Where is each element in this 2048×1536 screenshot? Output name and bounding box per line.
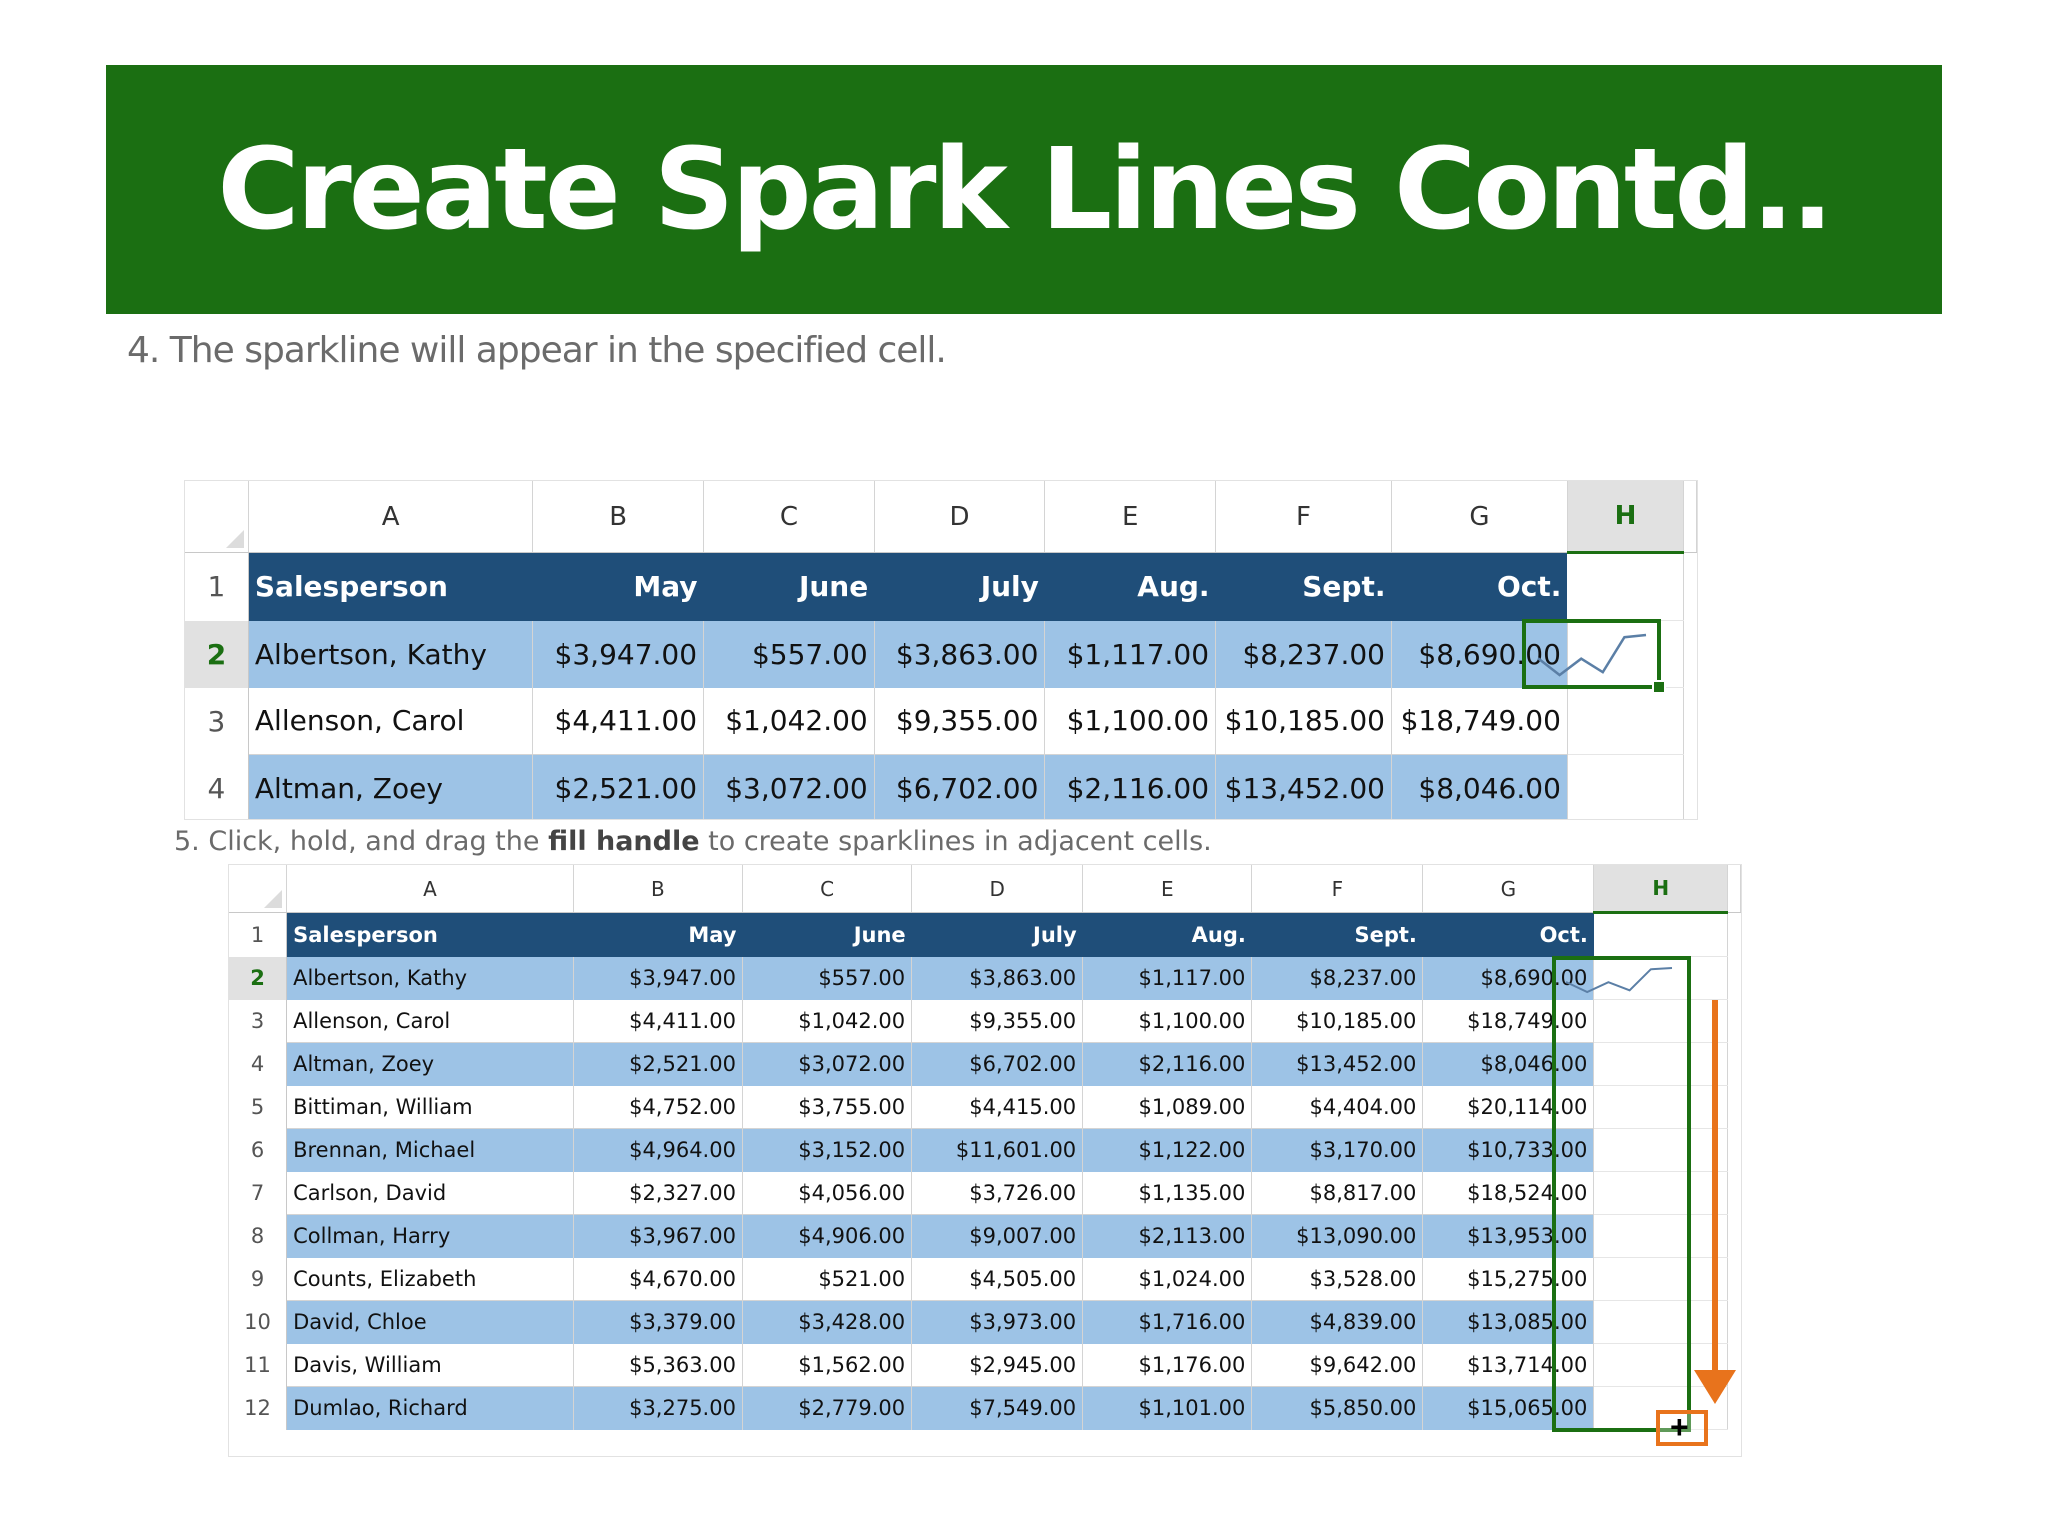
salesperson-cell[interactable]: Carlson, David: [287, 1172, 574, 1215]
salesperson-cell[interactable]: David, Chloe: [287, 1301, 574, 1344]
fill-handle[interactable]: [1652, 680, 1666, 694]
sales-value-cell[interactable]: $6,702.00: [874, 755, 1045, 821]
row-header[interactable]: 9: [229, 1258, 287, 1301]
column-header-d[interactable]: D: [874, 481, 1045, 553]
select-all-corner[interactable]: [229, 865, 287, 913]
sales-value-cell[interactable]: $1,042.00: [704, 688, 875, 755]
sales-value-cell[interactable]: $1,716.00: [1083, 1301, 1252, 1344]
sales-value-cell[interactable]: $3,275.00: [573, 1387, 742, 1430]
row-header[interactable]: 3: [229, 1000, 287, 1043]
row-header[interactable]: 2: [229, 957, 287, 1000]
column-header-f[interactable]: F: [1216, 481, 1392, 553]
sales-value-cell[interactable]: $2,521.00: [533, 755, 704, 821]
row-header[interactable]: 5: [229, 1086, 287, 1129]
sales-value-cell[interactable]: $1,117.00: [1045, 621, 1216, 688]
column-header-g[interactable]: G: [1423, 865, 1594, 913]
sales-value-cell[interactable]: $3,973.00: [912, 1301, 1083, 1344]
sales-value-cell[interactable]: $4,752.00: [573, 1086, 742, 1129]
sales-value-cell[interactable]: $8,690.00: [1391, 621, 1567, 688]
sales-value-cell[interactable]: $3,863.00: [912, 957, 1083, 1000]
sales-value-cell[interactable]: $10,185.00: [1252, 1000, 1423, 1043]
header-cell[interactable]: Oct.: [1391, 553, 1567, 621]
sales-value-cell[interactable]: $3,072.00: [704, 755, 875, 821]
sales-value-cell[interactable]: $4,906.00: [742, 1215, 911, 1258]
sales-value-cell[interactable]: $8,237.00: [1252, 957, 1423, 1000]
header-cell[interactable]: Salesperson: [287, 913, 574, 957]
sales-value-cell[interactable]: $2,945.00: [912, 1344, 1083, 1387]
sales-value-cell[interactable]: $1,562.00: [742, 1344, 911, 1387]
step-5-prefix: 5. Click, hold, and drag the: [174, 826, 549, 857]
slide-title: Create Spark Lines Contd..: [217, 124, 1831, 255]
cell-h[interactable]: [1567, 755, 1683, 821]
header-cell[interactable]: July: [874, 553, 1045, 621]
row-header[interactable]: 2: [185, 621, 248, 688]
sales-value-cell[interactable]: $9,355.00: [912, 1000, 1083, 1043]
sales-value-cell[interactable]: $7,549.00: [912, 1387, 1083, 1430]
column-header-h[interactable]: H: [1567, 481, 1683, 553]
sales-value-cell[interactable]: $3,170.00: [1252, 1129, 1423, 1172]
sales-value-cell[interactable]: $3,152.00: [742, 1129, 911, 1172]
sales-value-cell[interactable]: $557.00: [704, 621, 875, 688]
sales-value-cell[interactable]: $2,116.00: [1083, 1043, 1252, 1086]
cell-h[interactable]: [1594, 913, 1728, 957]
sales-value-cell[interactable]: $8,817.00: [1252, 1172, 1423, 1215]
drag-arrow-icon: [1690, 1000, 1740, 1410]
sales-value-cell[interactable]: $8,046.00: [1391, 755, 1567, 821]
column-header-a[interactable]: A: [287, 865, 574, 913]
salesperson-cell[interactable]: Albertson, Kathy: [287, 957, 574, 1000]
sales-value-cell[interactable]: $2,521.00: [573, 1043, 742, 1086]
step-4-text: 4. The sparkline will appear in the specified cell.: [127, 330, 946, 371]
sheet-grid-full: [229, 865, 1741, 1430]
row-header[interactable]: 7: [229, 1172, 287, 1215]
header-cell[interactable]: Aug.: [1045, 553, 1216, 621]
step-5-suffix: to create sparklines in adjacent cells.: [699, 826, 1212, 857]
sales-value-cell[interactable]: $13,452.00: [1216, 755, 1392, 821]
sales-value-cell[interactable]: $3,428.00: [742, 1301, 911, 1344]
sales-value-cell[interactable]: $4,411.00: [573, 1000, 742, 1043]
sales-value-cell[interactable]: $11,601.00: [912, 1129, 1083, 1172]
sales-value-cell[interactable]: $2,779.00: [742, 1387, 911, 1430]
row-header[interactable]: 3: [185, 688, 248, 755]
salesperson-cell[interactable]: Altman, Zoey: [248, 755, 533, 821]
step-5-bold: fill handle: [548, 826, 700, 857]
column-header-d[interactable]: D: [912, 865, 1083, 913]
header-cell[interactable]: May: [573, 913, 742, 957]
sales-value-cell[interactable]: $4,839.00: [1252, 1301, 1423, 1344]
fill-selection-range[interactable]: [1552, 956, 1691, 1432]
spreadsheet-step-4: [184, 480, 1698, 820]
salesperson-cell[interactable]: Bittiman, William: [287, 1086, 574, 1129]
sales-value-cell[interactable]: $1,042.00: [742, 1000, 911, 1043]
sales-value-cell[interactable]: $1,100.00: [1045, 688, 1216, 755]
row-header[interactable]: 11: [229, 1344, 287, 1387]
sales-value-cell[interactable]: $521.00: [742, 1258, 911, 1301]
column-header-h[interactable]: H: [1594, 865, 1728, 913]
sales-value-cell[interactable]: $557.00: [742, 957, 911, 1000]
sales-value-cell[interactable]: $1,100.00: [1083, 1000, 1252, 1043]
sales-value-cell[interactable]: $15,065.00: [1423, 1387, 1594, 1430]
salesperson-cell[interactable]: Brennan, Michael: [287, 1129, 574, 1172]
header-cell[interactable]: Sept.: [1252, 913, 1423, 957]
sales-value-cell[interactable]: $1,024.00: [1083, 1258, 1252, 1301]
sales-value-cell[interactable]: $18,749.00: [1423, 1000, 1594, 1043]
crosshair-cursor-icon: +: [1670, 1409, 1689, 1445]
sales-value-cell[interactable]: $3,967.00: [573, 1215, 742, 1258]
column-header-g[interactable]: G: [1391, 481, 1567, 553]
sales-value-cell[interactable]: $13,953.00: [1423, 1215, 1594, 1258]
column-header-f[interactable]: F: [1252, 865, 1423, 913]
header-cell[interactable]: June: [704, 553, 875, 621]
row-header[interactable]: 1: [229, 913, 287, 957]
header-cell[interactable]: Sept.: [1216, 553, 1392, 621]
sales-value-cell[interactable]: $3,726.00: [912, 1172, 1083, 1215]
row-header[interactable]: 10: [229, 1301, 287, 1344]
sales-value-cell[interactable]: $3,947.00: [533, 621, 704, 688]
sales-value-cell[interactable]: $1,117.00: [1083, 957, 1252, 1000]
sales-value-cell[interactable]: $13,452.00: [1252, 1043, 1423, 1086]
sales-value-cell[interactable]: $3,379.00: [573, 1301, 742, 1344]
sales-value-cell[interactable]: $1,135.00: [1083, 1172, 1252, 1215]
sales-value-cell[interactable]: $9,642.00: [1252, 1344, 1423, 1387]
sales-value-cell[interactable]: $4,670.00: [573, 1258, 742, 1301]
step-5-text: [174, 826, 1212, 857]
sales-value-cell[interactable]: $4,056.00: [742, 1172, 911, 1215]
header-cell[interactable]: July: [912, 913, 1083, 957]
column-header-e[interactable]: E: [1045, 481, 1216, 553]
sales-value-cell[interactable]: $5,850.00: [1252, 1387, 1423, 1430]
sales-value-cell[interactable]: $2,116.00: [1045, 755, 1216, 821]
sparkline-small: [1560, 962, 1678, 998]
sales-value-cell[interactable]: $9,355.00: [874, 688, 1045, 755]
salesperson-cell[interactable]: Allenson, Carol: [287, 1000, 574, 1043]
sales-value-cell[interactable]: $3,528.00: [1252, 1258, 1423, 1301]
column-header-b[interactable]: B: [573, 865, 742, 913]
sales-value-cell[interactable]: $13,090.00: [1252, 1215, 1423, 1258]
sales-value-cell[interactable]: $1,176.00: [1083, 1344, 1252, 1387]
sales-value-cell[interactable]: $1,122.00: [1083, 1129, 1252, 1172]
sales-value-cell[interactable]: $10,185.00: [1216, 688, 1392, 755]
sales-value-cell[interactable]: $4,415.00: [912, 1086, 1083, 1129]
row-header[interactable]: 1: [185, 553, 248, 621]
sales-value-cell[interactable]: $4,411.00: [533, 688, 704, 755]
sales-value-cell[interactable]: $9,007.00: [912, 1215, 1083, 1258]
header-cell[interactable]: Salesperson: [248, 553, 533, 621]
sales-value-cell[interactable]: $18,749.00: [1391, 688, 1567, 755]
sales-value-cell[interactable]: $6,702.00: [912, 1043, 1083, 1086]
sales-value-cell[interactable]: $4,404.00: [1252, 1086, 1423, 1129]
sales-value-cell[interactable]: $15,275.00: [1423, 1258, 1594, 1301]
cell-h[interactable]: [1567, 553, 1683, 621]
cell-h[interactable]: [1567, 688, 1683, 755]
sales-value-cell[interactable]: $8,046.00: [1423, 1043, 1594, 1086]
sales-value-cell[interactable]: $8,237.00: [1216, 621, 1392, 688]
row-header[interactable]: 6: [229, 1129, 287, 1172]
sheet-grid: [185, 481, 1697, 820]
sales-value-cell[interactable]: $18,524.00: [1423, 1172, 1594, 1215]
sales-value-cell[interactable]: $10,733.00: [1423, 1129, 1594, 1172]
sales-value-cell[interactable]: $1,089.00: [1083, 1086, 1252, 1129]
sales-value-cell[interactable]: $13,714.00: [1423, 1344, 1594, 1387]
select-all-corner[interactable]: [185, 481, 248, 553]
sales-value-cell[interactable]: $5,363.00: [573, 1344, 742, 1387]
sales-value-cell[interactable]: $3,755.00: [742, 1086, 911, 1129]
salesperson-cell[interactable]: Collman, Harry: [287, 1215, 574, 1258]
row-header[interactable]: 12: [229, 1387, 287, 1430]
salesperson-cell[interactable]: Allenson, Carol: [248, 688, 533, 755]
column-header-e[interactable]: E: [1083, 865, 1252, 913]
sparkline: [1530, 627, 1654, 683]
salesperson-cell[interactable]: Altman, Zoey: [287, 1043, 574, 1086]
column-header-b[interactable]: B: [533, 481, 704, 553]
row-header[interactable]: 4: [229, 1043, 287, 1086]
header-cell[interactable]: May: [533, 553, 704, 621]
column-header-c[interactable]: C: [704, 481, 875, 553]
title-banner: [106, 65, 1942, 314]
sales-value-cell[interactable]: $13,085.00: [1423, 1301, 1594, 1344]
sales-value-cell[interactable]: $3,072.00: [742, 1043, 911, 1086]
row-header[interactable]: 8: [229, 1215, 287, 1258]
header-cell[interactable]: Oct.: [1423, 913, 1594, 957]
column-header-c[interactable]: C: [742, 865, 911, 913]
sales-value-cell[interactable]: $2,327.00: [573, 1172, 742, 1215]
salesperson-cell[interactable]: Davis, William: [287, 1344, 574, 1387]
row-header[interactable]: 4: [185, 755, 248, 821]
column-header-a[interactable]: A: [248, 481, 533, 553]
sales-value-cell[interactable]: $20,114.00: [1423, 1086, 1594, 1129]
sales-value-cell[interactable]: $3,947.00: [573, 957, 742, 1000]
spreadsheet-step-5: [228, 864, 1742, 1457]
sales-value-cell[interactable]: $2,113.00: [1083, 1215, 1252, 1258]
salesperson-cell[interactable]: Counts, Elizabeth: [287, 1258, 574, 1301]
sales-value-cell[interactable]: $4,964.00: [573, 1129, 742, 1172]
sales-value-cell[interactable]: $1,101.00: [1083, 1387, 1252, 1430]
sales-value-cell[interactable]: $4,505.00: [912, 1258, 1083, 1301]
header-cell[interactable]: Aug.: [1083, 913, 1252, 957]
sales-value-cell[interactable]: $8,690.00: [1423, 957, 1594, 1000]
salesperson-cell[interactable]: Dumlao, Richard: [287, 1387, 574, 1430]
header-cell[interactable]: June: [742, 913, 911, 957]
salesperson-cell[interactable]: Albertson, Kathy: [248, 621, 533, 688]
sales-value-cell[interactable]: $3,863.00: [874, 621, 1045, 688]
